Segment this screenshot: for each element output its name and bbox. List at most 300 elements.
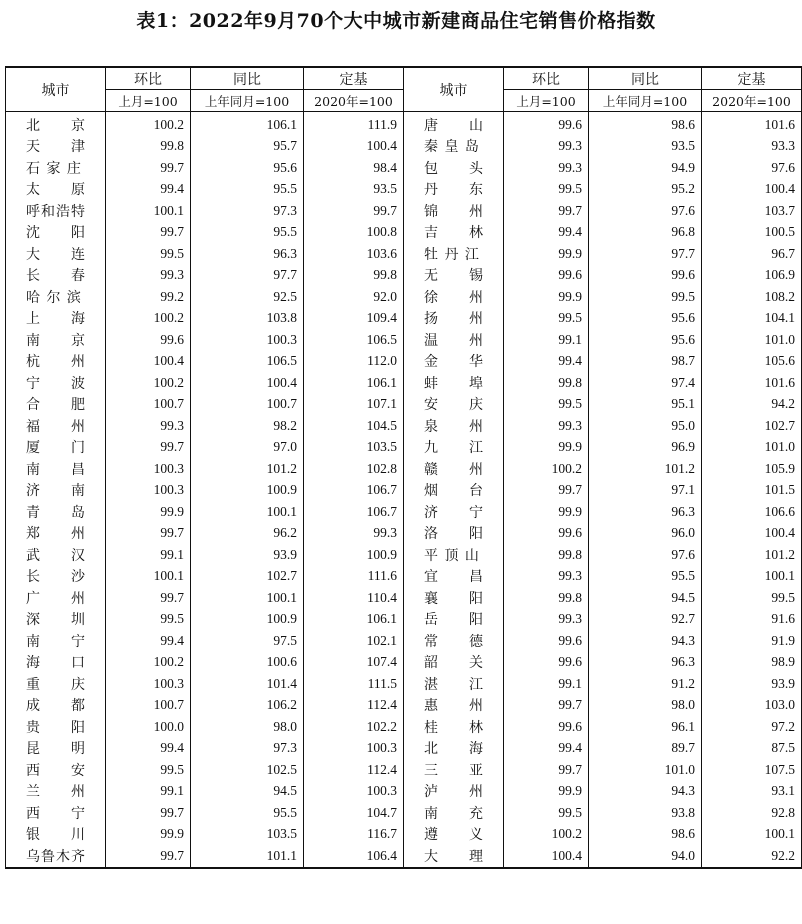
left-base-value: 100.8 <box>304 222 404 244</box>
left-base-value: 103.6 <box>304 243 404 265</box>
left-mom-value: 99.9 <box>106 824 191 846</box>
left-mom-value: 99.1 <box>106 544 191 566</box>
left-mom-value: 99.3 <box>106 265 191 287</box>
left-base-value: 106.4 <box>304 845 404 868</box>
right-yoy-value: 96.8 <box>589 222 702 244</box>
right-yoy-value: 95.5 <box>589 566 702 588</box>
left-mom-value: 99.5 <box>106 243 191 265</box>
right-mom-value: 99.6 <box>504 716 589 738</box>
right-mom-value: 99.3 <box>504 609 589 631</box>
right-base-value: 91.6 <box>702 609 802 631</box>
table-row <box>6 824 802 846</box>
left-yoy-value: 95.6 <box>191 157 304 179</box>
left-mom-value: 99.5 <box>106 759 191 781</box>
right-mom-value: 99.5 <box>504 179 589 201</box>
right-city-name: 岳 阳 <box>404 609 504 631</box>
right-mom-value: 99.9 <box>504 781 589 803</box>
right-yoy-value: 94.9 <box>589 157 702 179</box>
right-base-value: 93.9 <box>702 673 802 695</box>
left-base-value: 102.8 <box>304 458 404 480</box>
right-mom-value: 99.3 <box>504 157 589 179</box>
table-row <box>6 265 802 287</box>
right-base-value: 108.2 <box>702 286 802 308</box>
right-base-value: 101.6 <box>702 372 802 394</box>
right-mom-value: 99.5 <box>504 308 589 330</box>
right-base-value: 105.6 <box>702 351 802 373</box>
left-yoy-value: 97.7 <box>191 265 304 287</box>
left-city-name: 西 安 <box>6 759 106 781</box>
left-city-name: 太 原 <box>6 179 106 201</box>
left-city-name: 天 津 <box>6 136 106 158</box>
right-city-name: 扬 州 <box>404 308 504 330</box>
left-yoy-value: 100.3 <box>191 329 304 351</box>
right-base-value: 99.5 <box>702 587 802 609</box>
left-city-name: 长 春 <box>6 265 106 287</box>
right-mom-value: 99.6 <box>504 265 589 287</box>
table-row <box>6 523 802 545</box>
header-yoy-left: 同比 <box>191 67 304 90</box>
left-city-name: 成 都 <box>6 695 106 717</box>
left-yoy-value: 97.5 <box>191 630 304 652</box>
right-base-value: 100.1 <box>702 824 802 846</box>
table-row <box>6 329 802 351</box>
left-base-value: 100.3 <box>304 738 404 760</box>
left-base-value: 92.0 <box>304 286 404 308</box>
right-yoy-value: 97.7 <box>589 243 702 265</box>
left-city-name: 深 圳 <box>6 609 106 631</box>
table-row <box>6 243 802 265</box>
right-base-value: 107.5 <box>702 759 802 781</box>
left-yoy-value: 95.5 <box>191 179 304 201</box>
left-city-name: 广 州 <box>6 587 106 609</box>
table-row <box>6 738 802 760</box>
left-mom-value: 99.4 <box>106 179 191 201</box>
left-base-value: 102.1 <box>304 630 404 652</box>
right-base-value: 92.8 <box>702 802 802 824</box>
right-mom-value: 99.1 <box>504 329 589 351</box>
left-city-name: 上 海 <box>6 308 106 330</box>
right-base-value: 87.5 <box>702 738 802 760</box>
right-base-value: 94.2 <box>702 394 802 416</box>
table-row <box>6 136 802 158</box>
left-base-value: 112.4 <box>304 759 404 781</box>
header-yoy-right: 同比 <box>589 67 702 90</box>
right-yoy-value: 94.3 <box>589 630 702 652</box>
right-base-value: 97.2 <box>702 716 802 738</box>
right-yoy-value: 98.7 <box>589 351 702 373</box>
left-base-value: 106.1 <box>304 609 404 631</box>
right-city-name: 三 亚 <box>404 759 504 781</box>
left-yoy-value: 98.0 <box>191 716 304 738</box>
left-mom-value: 99.7 <box>106 523 191 545</box>
header-mom-right: 环比 <box>504 67 589 90</box>
right-yoy-value: 99.6 <box>589 265 702 287</box>
left-yoy-value: 106.2 <box>191 695 304 717</box>
left-mom-value: 99.6 <box>106 329 191 351</box>
left-mom-value: 100.3 <box>106 480 191 502</box>
table-row <box>6 372 802 394</box>
right-mom-value: 99.6 <box>504 652 589 674</box>
right-mom-value: 99.4 <box>504 738 589 760</box>
left-city-name: 青 岛 <box>6 501 106 523</box>
left-city-name: 杭 州 <box>6 351 106 373</box>
right-city-name: 韶 关 <box>404 652 504 674</box>
table-row <box>6 845 802 868</box>
right-base-value: 92.2 <box>702 845 802 868</box>
left-city-name: 福 州 <box>6 415 106 437</box>
left-base-value: 100.9 <box>304 544 404 566</box>
left-mom-value: 99.9 <box>106 501 191 523</box>
right-base-value: 101.6 <box>702 112 802 136</box>
right-city-name: 济 宁 <box>404 501 504 523</box>
header-base-right: 定基 <box>702 67 802 90</box>
left-base-value: 100.4 <box>304 136 404 158</box>
left-base-value: 110.4 <box>304 587 404 609</box>
left-mom-value: 99.5 <box>106 609 191 631</box>
left-mom-value: 99.7 <box>106 157 191 179</box>
left-yoy-value: 95.5 <box>191 802 304 824</box>
left-base-value: 116.7 <box>304 824 404 846</box>
left-city-name: 海 口 <box>6 652 106 674</box>
left-city-name: 合 肥 <box>6 394 106 416</box>
right-yoy-value: 97.1 <box>589 480 702 502</box>
header-base-left: 定基 <box>304 67 404 90</box>
right-base-value: 93.3 <box>702 136 802 158</box>
header-yoy-sub-left: 上年同月=100 <box>191 90 304 112</box>
header-mom-left: 环比 <box>106 67 191 90</box>
left-base-value: 103.5 <box>304 437 404 459</box>
left-mom-value: 100.2 <box>106 112 191 136</box>
left-mom-value: 99.7 <box>106 802 191 824</box>
left-city-name: 厦 门 <box>6 437 106 459</box>
left-mom-value: 100.7 <box>106 695 191 717</box>
right-yoy-value: 89.7 <box>589 738 702 760</box>
table-row <box>6 652 802 674</box>
left-city-name: 宁 波 <box>6 372 106 394</box>
left-yoy-value: 96.2 <box>191 523 304 545</box>
left-yoy-value: 103.5 <box>191 824 304 846</box>
left-base-value: 100.3 <box>304 781 404 803</box>
left-yoy-value: 98.2 <box>191 415 304 437</box>
left-mom-value: 99.7 <box>106 222 191 244</box>
right-city-name: 九 江 <box>404 437 504 459</box>
right-city-name: 南 充 <box>404 802 504 824</box>
left-base-value: 106.7 <box>304 480 404 502</box>
left-base-value: 106.5 <box>304 329 404 351</box>
right-yoy-value: 97.4 <box>589 372 702 394</box>
right-city-name: 惠 州 <box>404 695 504 717</box>
right-yoy-value: 95.0 <box>589 415 702 437</box>
right-base-value: 106.6 <box>702 501 802 523</box>
right-base-value: 101.0 <box>702 437 802 459</box>
right-yoy-value: 96.3 <box>589 652 702 674</box>
left-yoy-value: 95.5 <box>191 222 304 244</box>
left-mom-value: 99.8 <box>106 136 191 158</box>
right-base-value: 105.9 <box>702 458 802 480</box>
right-mom-value: 99.7 <box>504 200 589 222</box>
table-row <box>6 179 802 201</box>
left-yoy-value: 101.1 <box>191 845 304 868</box>
left-mom-value: 99.4 <box>106 630 191 652</box>
left-yoy-value: 100.9 <box>191 609 304 631</box>
right-city-name: 无 锡 <box>404 265 504 287</box>
header-city-right: 城市 <box>404 67 504 112</box>
left-city-name: 贵 阳 <box>6 716 106 738</box>
left-base-value: 111.5 <box>304 673 404 695</box>
table-row <box>6 609 802 631</box>
left-base-value: 93.5 <box>304 179 404 201</box>
right-base-value: 101.0 <box>702 329 802 351</box>
left-base-value: 102.2 <box>304 716 404 738</box>
left-mom-value: 100.2 <box>106 372 191 394</box>
right-mom-value: 99.4 <box>504 222 589 244</box>
left-yoy-value: 100.6 <box>191 652 304 674</box>
left-yoy-value: 100.9 <box>191 480 304 502</box>
left-yoy-value: 100.1 <box>191 587 304 609</box>
left-mom-value: 99.7 <box>106 587 191 609</box>
left-base-value: 111.9 <box>304 112 404 136</box>
table-row <box>6 802 802 824</box>
left-mom-value: 100.4 <box>106 351 191 373</box>
header-yoy-sub-right: 上年同月=100 <box>589 90 702 112</box>
right-yoy-value: 94.5 <box>589 587 702 609</box>
right-base-value: 100.4 <box>702 523 802 545</box>
left-base-value: 98.4 <box>304 157 404 179</box>
right-yoy-value: 96.9 <box>589 437 702 459</box>
right-yoy-value: 94.3 <box>589 781 702 803</box>
right-base-value: 101.5 <box>702 480 802 502</box>
left-mom-value: 100.2 <box>106 308 191 330</box>
right-city-name: 湛 江 <box>404 673 504 695</box>
left-mom-value: 99.7 <box>106 437 191 459</box>
left-mom-value: 99.4 <box>106 738 191 760</box>
left-yoy-value: 96.3 <box>191 243 304 265</box>
right-city-name: 锦 州 <box>404 200 504 222</box>
left-city-name: 南 宁 <box>6 630 106 652</box>
right-yoy-value: 95.6 <box>589 329 702 351</box>
left-city-name: 沈 阳 <box>6 222 106 244</box>
left-base-value: 106.7 <box>304 501 404 523</box>
right-city-name: 丹 东 <box>404 179 504 201</box>
right-yoy-value: 97.6 <box>589 200 702 222</box>
right-city-name: 洛 阳 <box>404 523 504 545</box>
left-yoy-value: 101.2 <box>191 458 304 480</box>
price-index-table <box>5 66 802 869</box>
left-yoy-value: 93.9 <box>191 544 304 566</box>
right-mom-value: 99.7 <box>504 759 589 781</box>
left-yoy-value: 92.5 <box>191 286 304 308</box>
right-yoy-value: 98.6 <box>589 824 702 846</box>
left-city-name: 昆 明 <box>6 738 106 760</box>
left-city-name: 郑 州 <box>6 523 106 545</box>
right-city-name: 常 德 <box>404 630 504 652</box>
table-row <box>6 480 802 502</box>
left-base-value: 99.8 <box>304 265 404 287</box>
left-yoy-value: 100.7 <box>191 394 304 416</box>
left-base-value: 104.5 <box>304 415 404 437</box>
right-mom-value: 99.6 <box>504 630 589 652</box>
right-mom-value: 99.6 <box>504 112 589 136</box>
right-yoy-value: 92.7 <box>589 609 702 631</box>
left-yoy-value: 100.1 <box>191 501 304 523</box>
right-mom-value: 99.4 <box>504 351 589 373</box>
table-row <box>6 200 802 222</box>
right-mom-value: 100.2 <box>504 458 589 480</box>
left-yoy-value: 102.7 <box>191 566 304 588</box>
table-row <box>6 351 802 373</box>
table-row <box>6 458 802 480</box>
right-city-name: 温 州 <box>404 329 504 351</box>
left-base-value: 112.0 <box>304 351 404 373</box>
left-city-name: 南 昌 <box>6 458 106 480</box>
table-row <box>6 716 802 738</box>
right-city-name: 平 顶 山 <box>404 544 504 566</box>
right-city-name: 金 华 <box>404 351 504 373</box>
table-row <box>6 781 802 803</box>
left-mom-value: 100.7 <box>106 394 191 416</box>
right-city-name: 北 海 <box>404 738 504 760</box>
right-base-value: 91.9 <box>702 630 802 652</box>
left-base-value: 104.7 <box>304 802 404 824</box>
left-city-name: 北 京 <box>6 112 106 136</box>
right-mom-value: 100.2 <box>504 824 589 846</box>
right-base-value: 97.6 <box>702 157 802 179</box>
right-city-name: 烟 台 <box>404 480 504 502</box>
left-city-name: 兰 州 <box>6 781 106 803</box>
left-yoy-value: 97.0 <box>191 437 304 459</box>
left-yoy-value: 103.8 <box>191 308 304 330</box>
left-yoy-value: 94.5 <box>191 781 304 803</box>
right-yoy-value: 93.8 <box>589 802 702 824</box>
left-yoy-value: 106.1 <box>191 112 304 136</box>
right-city-name: 安 庆 <box>404 394 504 416</box>
right-city-name: 蚌 埠 <box>404 372 504 394</box>
right-city-name: 泸 州 <box>404 781 504 803</box>
left-city-name: 重 庆 <box>6 673 106 695</box>
right-base-value: 103.0 <box>702 695 802 717</box>
header-mom-sub-left: 上月=100 <box>106 90 191 112</box>
left-yoy-value: 97.3 <box>191 200 304 222</box>
header-base-sub-right: 2020年=100 <box>702 90 802 112</box>
left-city-name: 银 川 <box>6 824 106 846</box>
left-city-name: 长 沙 <box>6 566 106 588</box>
left-mom-value: 99.7 <box>106 845 191 868</box>
table-row <box>6 501 802 523</box>
right-base-value: 102.7 <box>702 415 802 437</box>
left-yoy-value: 101.4 <box>191 673 304 695</box>
left-mom-value: 99.2 <box>106 286 191 308</box>
left-base-value: 109.4 <box>304 308 404 330</box>
left-mom-value: 100.1 <box>106 200 191 222</box>
table-row <box>6 157 802 179</box>
right-mom-value: 99.8 <box>504 544 589 566</box>
table-row <box>6 437 802 459</box>
right-mom-value: 99.5 <box>504 802 589 824</box>
right-yoy-value: 95.6 <box>589 308 702 330</box>
table-row <box>6 112 802 136</box>
left-mom-value: 100.2 <box>106 652 191 674</box>
right-mom-value: 100.4 <box>504 845 589 868</box>
left-mom-value: 100.3 <box>106 458 191 480</box>
right-mom-value: 99.9 <box>504 501 589 523</box>
right-city-name: 牡 丹 江 <box>404 243 504 265</box>
table-row <box>6 566 802 588</box>
left-city-name: 南 京 <box>6 329 106 351</box>
right-mom-value: 99.5 <box>504 394 589 416</box>
left-city-name: 呼和浩特 <box>6 200 106 222</box>
left-city-name: 哈 尔 滨 <box>6 286 106 308</box>
right-yoy-value: 91.2 <box>589 673 702 695</box>
left-base-value: 107.1 <box>304 394 404 416</box>
right-base-value: 106.9 <box>702 265 802 287</box>
right-base-value: 100.5 <box>702 222 802 244</box>
left-base-value: 99.3 <box>304 523 404 545</box>
right-yoy-value: 98.6 <box>589 112 702 136</box>
left-city-name: 武 汉 <box>6 544 106 566</box>
left-mom-value: 99.3 <box>106 415 191 437</box>
right-base-value: 98.9 <box>702 652 802 674</box>
left-city-name: 石 家 庄 <box>6 157 106 179</box>
right-city-name: 遵 义 <box>404 824 504 846</box>
right-mom-value: 99.3 <box>504 136 589 158</box>
table-row <box>6 587 802 609</box>
left-base-value: 112.4 <box>304 695 404 717</box>
right-mom-value: 99.3 <box>504 566 589 588</box>
right-mom-value: 99.3 <box>504 415 589 437</box>
table-row <box>6 544 802 566</box>
right-base-value: 96.7 <box>702 243 802 265</box>
right-base-value: 93.1 <box>702 781 802 803</box>
table-row <box>6 759 802 781</box>
right-yoy-value: 93.5 <box>589 136 702 158</box>
right-yoy-value: 96.1 <box>589 716 702 738</box>
table-row <box>6 222 802 244</box>
left-base-value: 111.6 <box>304 566 404 588</box>
right-city-name: 赣 州 <box>404 458 504 480</box>
right-base-value: 101.2 <box>702 544 802 566</box>
left-yoy-value: 100.4 <box>191 372 304 394</box>
right-mom-value: 99.9 <box>504 243 589 265</box>
table-row <box>6 415 802 437</box>
right-mom-value: 99.7 <box>504 480 589 502</box>
right-mom-value: 99.9 <box>504 286 589 308</box>
right-base-value: 103.7 <box>702 200 802 222</box>
right-mom-value: 99.6 <box>504 523 589 545</box>
table-row <box>6 673 802 695</box>
table-row <box>6 308 802 330</box>
right-yoy-value: 95.2 <box>589 179 702 201</box>
left-yoy-value: 97.3 <box>191 738 304 760</box>
right-city-name: 唐 山 <box>404 112 504 136</box>
left-city-name: 西 宁 <box>6 802 106 824</box>
right-yoy-value: 94.0 <box>589 845 702 868</box>
left-mom-value: 99.1 <box>106 781 191 803</box>
right-city-name: 泉 州 <box>404 415 504 437</box>
right-yoy-value: 97.6 <box>589 544 702 566</box>
right-yoy-value: 96.3 <box>589 501 702 523</box>
left-base-value: 99.7 <box>304 200 404 222</box>
right-city-name: 桂 林 <box>404 716 504 738</box>
table-row <box>6 630 802 652</box>
right-yoy-value: 95.1 <box>589 394 702 416</box>
right-mom-value: 99.9 <box>504 437 589 459</box>
table-body <box>6 112 802 868</box>
left-city-name: 济 南 <box>6 480 106 502</box>
left-city-name: 乌鲁木齐 <box>6 845 106 868</box>
left-yoy-value: 106.5 <box>191 351 304 373</box>
right-yoy-value: 96.0 <box>589 523 702 545</box>
right-mom-value: 99.7 <box>504 695 589 717</box>
